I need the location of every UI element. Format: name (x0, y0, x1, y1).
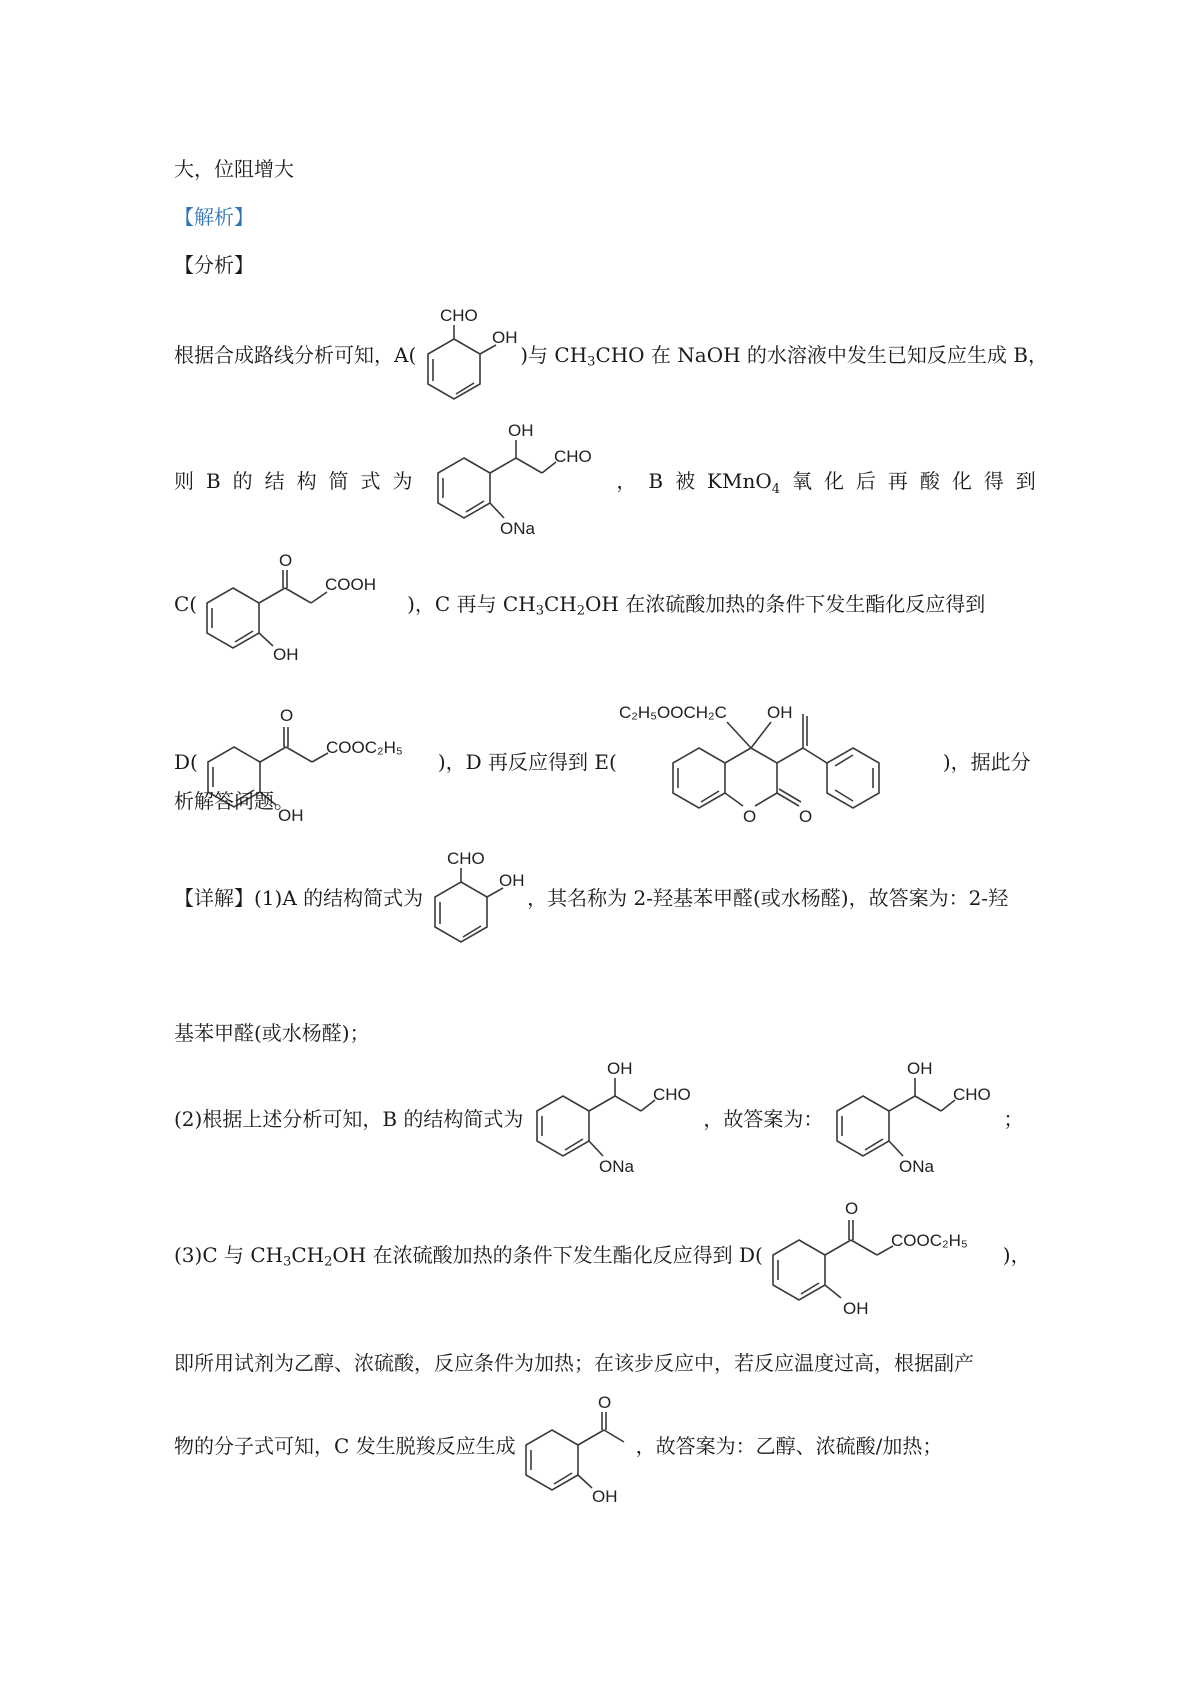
subscript: 2 (576, 603, 585, 619)
oh-label: OH (766, 703, 793, 722)
text-line (174, 1350, 974, 1376)
cho-label: CHO (653, 1085, 692, 1104)
paragraph-text: )，C 再与 CH (407, 592, 536, 616)
subscript: 3 (283, 1254, 292, 1270)
paragraph-text: OH 在浓硫酸加热的条件下发生酯化反应得到 (585, 592, 986, 616)
detail-line-3-end (174, 1390, 942, 1502)
paragraph-text: C( (174, 592, 198, 616)
paragraph-text: CHO 在 NaOH 的水溶液中发生已知反应生成 B， (595, 343, 1048, 367)
paragraph-text: 基苯甲醛(或水杨醛)； (174, 1021, 370, 1045)
word: 的 (232, 469, 253, 493)
paragraph-text: 【详解】(1)A 的结构简式为 (174, 886, 424, 910)
word: B (205, 469, 221, 493)
word: 被 (675, 469, 696, 493)
paragraph-text: 大，位阻增大 (174, 157, 294, 181)
oxygen-label: O (844, 1199, 859, 1218)
word: 为 (392, 469, 413, 493)
structure-d-answer (763, 1190, 1003, 1320)
word: 到 (1015, 469, 1036, 493)
analysis-line-a (174, 303, 1048, 407)
paragraph-text: OH 在浓硫酸加热的条件下发生酯化反应得到 D( (332, 1243, 763, 1267)
paragraph-text: ； (1003, 1107, 1024, 1131)
oxygen-label: O (597, 1393, 611, 1412)
word: 简 (328, 469, 349, 493)
oh-label: OH (607, 1060, 633, 1078)
word: 酸 (919, 469, 940, 493)
paragraph-text: CH (543, 592, 577, 616)
ona-label: ONa (599, 1157, 635, 1176)
paragraph-text: )与 CH (520, 343, 588, 367)
cho-label: CHO (447, 849, 485, 868)
paragraph-text: ，其名称为 2-羟基苯甲醛(或水杨醛)，故答案为：2-羟 (527, 886, 1009, 910)
cho-label: CHO (554, 447, 593, 466)
text-line (174, 1020, 370, 1046)
detail-line-2 (174, 1060, 1023, 1178)
oh-label: OH (492, 328, 518, 347)
word: KMnO (707, 469, 772, 493)
paragraph-text: 析解答问题。 (174, 789, 294, 813)
analysis-line-de (174, 692, 1031, 832)
paragraph-text: (3)C 与 CH (174, 1243, 284, 1267)
ona-label: ONa (500, 519, 536, 538)
cho-label: CHO (953, 1085, 992, 1104)
word: 再 (887, 469, 908, 493)
word: 化 (951, 469, 972, 493)
carbonyl-oxygen-label: O (798, 807, 813, 826)
kmno4-formula (707, 468, 781, 497)
text-line (174, 788, 294, 814)
detail-line-1 (174, 846, 1008, 950)
oh-label: OH (842, 1299, 869, 1318)
oh-label: OH (499, 871, 525, 890)
paragraph-text: CH (291, 1243, 325, 1267)
analysis-line-b (174, 422, 1036, 540)
word: 后 (855, 469, 876, 493)
oxygen-label: O (279, 551, 293, 570)
cho-label: CHO (440, 306, 479, 325)
heading-text: 【分析】 (174, 253, 254, 277)
oh-label: OH (277, 806, 304, 825)
structure-e (617, 692, 943, 832)
oh-label: OH (508, 422, 534, 440)
oh-label: OH (273, 645, 299, 660)
analysis-line-c (174, 548, 985, 660)
word: 化 (823, 469, 844, 493)
paragraph-text: 即所用试剂为乙醇、浓硫酸，反应条件为加热；在该步反应中，若反应温度过高，根据副产 (174, 1351, 974, 1375)
paragraph-text: (2)根据上述分析可知，B 的结构简式为 (174, 1107, 524, 1131)
paragraph-text: 物的分子式可知，C 发生脱羧反应生成 (174, 1434, 516, 1458)
ester-label: COOC₂H₅ (325, 738, 403, 757)
paragraph-text: )，D 再反应得到 E( (437, 750, 617, 774)
structure-a-answer (423, 846, 527, 950)
oh-label: OH (591, 1487, 618, 1502)
paragraph-text: ，故答案为： (703, 1107, 824, 1131)
ester-chain-label: C₂H₅OOCH₂C (618, 703, 727, 722)
detail-line-3 (174, 1190, 1031, 1320)
word: B (648, 469, 664, 493)
word: 构 (296, 469, 317, 493)
subscript: 2 (324, 1254, 333, 1270)
cooh-label: COOH (325, 575, 377, 594)
heading-text: 【解析】 (174, 205, 254, 229)
paragraph-text: )，据此分 (942, 750, 1031, 774)
section-heading-jiexi (174, 204, 254, 230)
subscript: 4 (771, 482, 781, 497)
word: 结 (264, 469, 285, 493)
section-heading-fenxi (174, 252, 254, 278)
paragraph-text: 根据合成路线分析可知，A( (174, 343, 417, 367)
word: 则 (174, 469, 194, 493)
word: ， (616, 469, 637, 493)
structure-a-salicylaldehyde (416, 303, 520, 407)
paragraph-text: ，故答案为：乙醇、浓硫酸/加热； (635, 1434, 943, 1458)
ester-label: COOC₂H₅ (890, 1231, 968, 1250)
structure-c (197, 548, 407, 660)
structure-b (424, 422, 604, 540)
paragraph-text: D( (174, 750, 198, 774)
word: 氧 (791, 469, 812, 493)
ona-label: ONa (899, 1157, 935, 1176)
ring-oxygen-label: O (742, 807, 757, 826)
structure-b-answer-2 (823, 1060, 1003, 1178)
structure-decarboxylation-product (516, 1390, 636, 1502)
oh-label: OH (907, 1060, 933, 1078)
oxygen-label: O (279, 706, 294, 725)
paragraph-text: )， (1002, 1243, 1031, 1267)
structure-b-answer-1 (523, 1060, 703, 1178)
text-line (174, 156, 294, 182)
subscript: 3 (535, 603, 544, 619)
word: 式 (360, 469, 381, 493)
subscript: 3 (587, 354, 596, 370)
word: 得 (983, 469, 1004, 493)
